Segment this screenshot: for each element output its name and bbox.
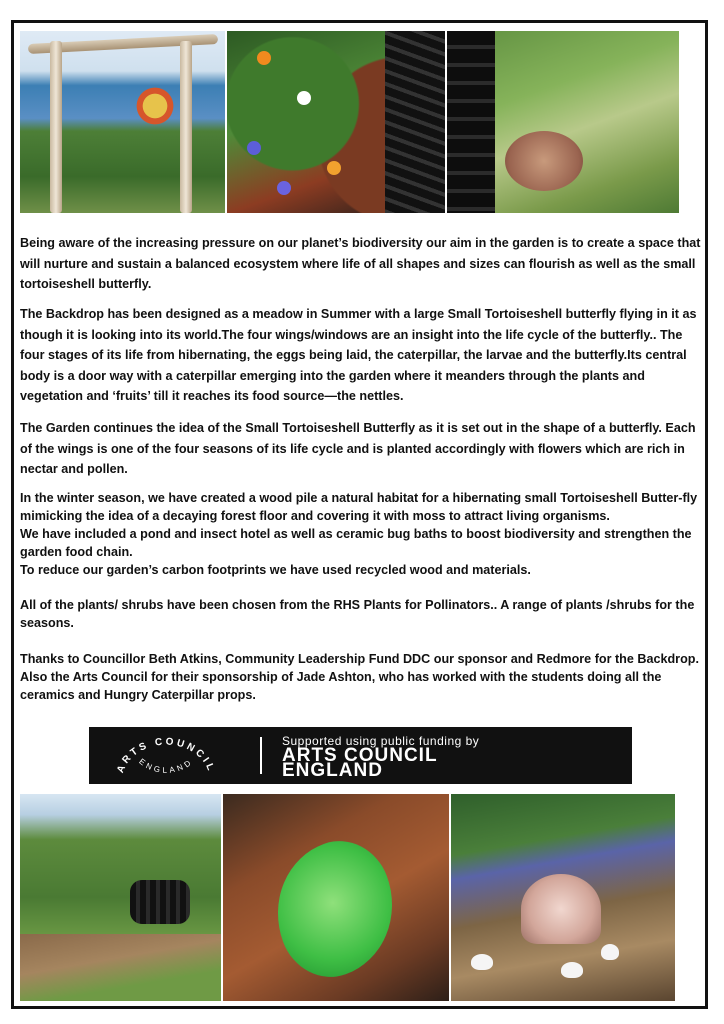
arts-council-banner (89, 727, 632, 784)
photo-arch-and-mural (20, 31, 225, 213)
backdrop-paragraph (20, 304, 704, 407)
bottom-photo-strip (20, 794, 675, 1001)
photo-flower-bed-with-caterpillar (227, 31, 445, 213)
svg-text:ARTS COUNCIL: ARTS COUNCIL (115, 736, 217, 775)
svg-text:ENGLAND: ENGLAND (137, 756, 195, 775)
paragraph-pond: We have included a pond and insect hotel as well as ceramic bug baths to boost biodiversity and strengthen the garden food chain. (20, 527, 692, 559)
plants-paragraph (20, 596, 704, 632)
banner-supported-text: Supported using public funding by (282, 734, 480, 748)
intro-paragraph (20, 233, 704, 295)
photo-garden-bed-with-tyre (20, 794, 221, 1001)
photo-leaf-on-mulch (223, 794, 449, 1001)
paragraph-biodiversity: Being aware of the increasing pressure on our planet’s biodiversity our aim in the garden is to create a space that will nurture and sustain a balanced ecosystem where life of all shapes and sizes can flourish as well as the small tortoiseshell butterfly. (20, 236, 701, 291)
banner-name-line1: ARTS COUNCIL (282, 745, 438, 766)
paragraph-arts-council: Also the Arts Council for their sponsorship of Jade Ashton, who has worked with the students doing all the ceramics and Hungry Caterpillar props. (20, 670, 662, 702)
banner-name (282, 745, 438, 781)
paragraph-plants: All of the plants/ shrubs have been chosen from the RHS Plants for Pollinators.. A range of plants /shrubs for the seasons. (20, 598, 695, 630)
photo-insect-hotel-and-butterflies (451, 794, 675, 1001)
photo-tyres-and-bug-bath (447, 31, 679, 213)
winter-paragraph (20, 489, 704, 579)
top-photo-strip (20, 31, 679, 213)
arts-council-logo-icon (111, 733, 221, 779)
thanks-paragraph (20, 650, 704, 704)
paragraph-recycled: To reduce our garden’s carbon footprints we have used recycled wood and materials. (20, 563, 531, 577)
banner-divider (260, 737, 262, 774)
paragraph-backdrop: The Backdrop has been designed as a meadow in Summer with a large Small Tortoiseshell butterfly flying in it as though it is looking into its world.The four wings/windows are an insight into the life cycle of the butterfly.. The four stages of its life from hibernating, the eggs being laid, the caterpillar, the larvae and the butterfly.Its central body is a door way with a caterpillar emerging into the garden where it meanders through the plants and vegetation and ‘fruits’ till it reaches its food source—the nettles. (20, 307, 697, 403)
garden-paragraph (20, 418, 704, 480)
paragraph-winter: In the winter season, we have created a wood pile a natural habitat for a hibernating small Tortoiseshell Butter-fly mimicking the idea of a decaying forest floor and covering it with moss to attract living organisms. (20, 491, 698, 523)
paragraph-thanks: Thanks to Councillor Beth Atkins, Community Leadership Fund DDC our sponsor and Redmore for the Backdrop. (20, 652, 699, 666)
paragraph-garden: The Garden continues the idea of the Small Tortoiseshell Butterfly as it is set out in the shape of a butterfly. Each of the wings is one of the four seasons of its life cycle and is planted accordingly with flowers which are rich in nectar and pollen. (20, 421, 696, 476)
banner-name-line2: ENGLAND (282, 760, 383, 781)
